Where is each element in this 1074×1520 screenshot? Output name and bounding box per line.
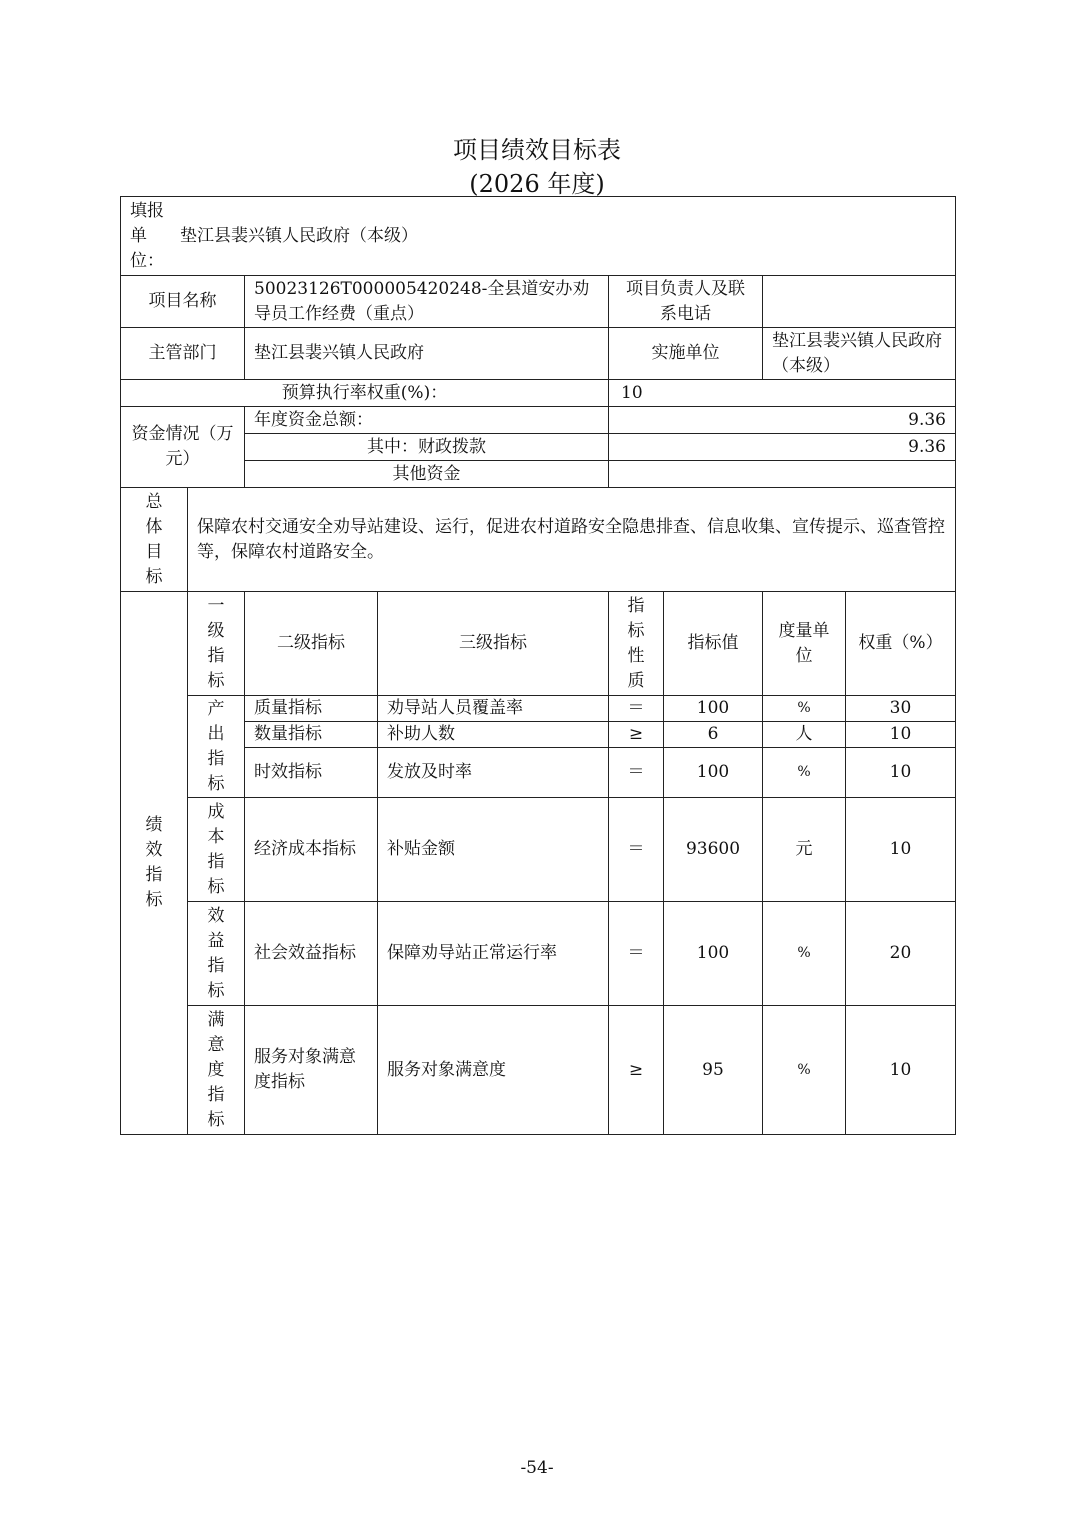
unit-row [121,197,956,276]
dept-label: 主管部门 [121,328,245,380]
dept-value: 垫江县裴兴镇人民政府 [245,328,609,380]
row-value: 100 [664,696,763,722]
row-weight: 20 [846,902,956,1006]
leader-label: 项目负责人及联系电话 [609,276,763,328]
funds-total-label: 年度资金总额： [245,407,609,434]
row-value: 100 [664,748,763,798]
row-level2: 服务对象满意度指标 [245,1006,378,1135]
row-value: 100 [664,902,763,1006]
row-level3: 劝导站人员覆盖率 [378,696,609,722]
row-nature: ≥ [609,1006,664,1135]
row-unit: % [763,748,846,798]
row-value: 6 [664,722,763,748]
goal-text: 保障农村交通安全劝导站建设、运行，促进农村道路安全隐患排查、信息收集、宣传提示、巡查管控等，保障农村道路安全。 [188,488,956,592]
header-level3: 三级指标 [378,592,609,696]
group-satisfaction: 满 意 度 指 标 [188,1006,245,1135]
row-level3: 补助人数 [378,722,609,748]
header-nature: 指 标 性 质 [609,592,664,696]
row-weight: 10 [846,748,956,798]
row-unit: 人 [763,722,846,748]
page-subtitle: (2026 年度) [469,170,605,198]
unit-label: 填报单位： [130,200,164,271]
row-level2: 经济成本指标 [245,798,378,902]
row-level2: 数量指标 [245,722,378,748]
row-level3: 服务对象满意度 [378,1006,609,1135]
impl-label: 实施单位 [609,328,763,380]
row-nature: ＝ [609,748,664,798]
project-name-value: 50023126T000005420248-全县道安办劝导员工作经费（重点） [245,276,609,328]
funds-label: 资金情况（万元） [121,407,245,488]
unit-value: 垫江县裴兴镇人民政府（本级） [180,225,418,246]
header-level2: 二级指标 [245,592,378,696]
row-unit: % [763,696,846,722]
header-value: 指标值 [664,592,763,696]
row-nature: ≥ [609,722,664,748]
project-name-label: 项目名称 [121,276,245,328]
row-nature: ＝ [609,696,664,722]
row-value: 93600 [664,798,763,902]
header-weight: 权重（%） [846,592,956,696]
group-cost: 成 本 指 标 [188,798,245,902]
header-unit: 度量单位 [763,592,846,696]
row-weight: 10 [846,722,956,748]
budget-weight-label: 预算执行率权重(%)： [121,380,609,407]
group-output: 产 出 指 标 [188,696,245,798]
row-weight: 10 [846,798,956,902]
row-weight: 30 [846,696,956,722]
funds-total-value: 9.36 [609,407,956,434]
row-unit: % [763,902,846,1006]
page-number: -54- [520,1458,554,1478]
funds-other-label: 其他资金 [245,461,609,488]
row-nature: ＝ [609,798,664,902]
leader-value [763,276,956,328]
row-level2: 时效指标 [245,748,378,798]
impl-value: 垫江县裴兴镇人民政府（本级） [763,328,956,380]
row-level2: 质量指标 [245,696,378,722]
group-benefit: 效 益 指 标 [188,902,245,1006]
row-nature: ＝ [609,902,664,1006]
row-value: 95 [664,1006,763,1135]
goal-label: 总 体 目 标 [121,488,188,592]
row-level3: 补贴金额 [378,798,609,902]
funds-fiscal-value: 9.36 [609,434,956,461]
row-level3: 保障劝导站正常运行率 [378,902,609,1006]
row-level2: 社会效益指标 [245,902,378,1006]
indicators-label: 绩 效 指 标 [121,592,188,1135]
page-title: 项目绩效目标表 [453,136,621,164]
header-level1: 一 级 指 标 [188,592,245,696]
performance-table [120,196,956,1135]
row-unit: 元 [763,798,846,902]
budget-weight-value: 10 [609,380,956,407]
row-weight: 10 [846,1006,956,1135]
funds-fiscal-label: 其中：财政拨款 [245,434,609,461]
funds-other-value [609,461,956,488]
row-unit: % [763,1006,846,1135]
row-level3: 发放及时率 [378,748,609,798]
